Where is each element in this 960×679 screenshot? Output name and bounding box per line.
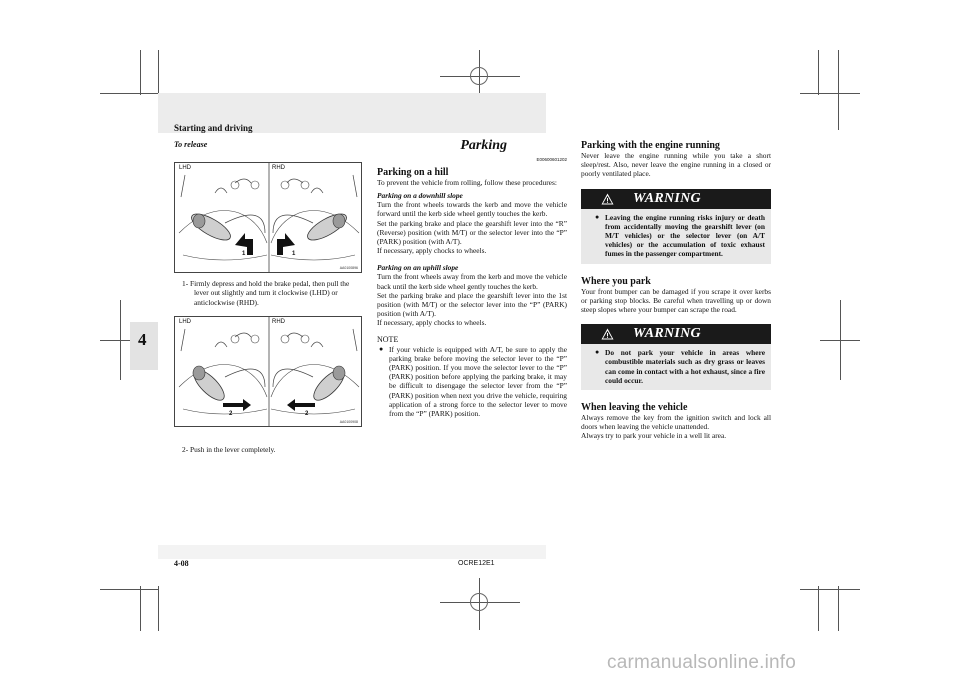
left-column	[174, 140, 364, 454]
watermark-text: carmanualsonline.info	[607, 652, 797, 673]
uphill-paragraph-1: Turn the front wheels away from the kerb and move the vehicle back until the kerb side wheel gently touches the kerb.	[377, 272, 567, 291]
warning-text-1: Leaving the engine running risks injury or death from accidentally moving the gearshift lever (on M/T vehicles) or the selector lever (on A/T vehicles) or the accumulation of toxic exhaust fumes in the passenger compartment.	[605, 212, 765, 259]
to-release-title: To release	[174, 140, 208, 149]
running-header: Starting and driving	[174, 123, 253, 133]
warning-body-2	[581, 344, 771, 390]
leaving-vehicle-paragraph-1: Always remove the key from the ignition switch and lock all doors when leaving the vehicle unattended.	[581, 413, 771, 432]
section-title: Parking	[460, 138, 507, 153]
note-bullet	[377, 345, 567, 419]
rhd-label: RHD	[272, 318, 285, 325]
page-number: 4-08	[174, 559, 189, 568]
engine-running-heading: Parking with the engine running	[581, 140, 720, 151]
middle-column	[377, 140, 567, 418]
leaving-vehicle-heading: When leaving the vehicle	[581, 402, 688, 414]
parking-brake-lever-illustration-1	[175, 163, 362, 273]
hill-heading: Parking on a hill	[377, 167, 449, 178]
warning-triangle-icon	[601, 193, 614, 205]
warning-bullet	[593, 213, 765, 259]
parking-brake-lever-illustration-2	[175, 317, 362, 427]
callout-1-right: 1	[292, 251, 296, 257]
engine-running-paragraph: Never leave the engine running while you take a short sleep/rest. Also, never leave the engine running in a closed or poorly ventilated place.	[581, 151, 771, 179]
uphill-heading: Parking on an uphill slope	[377, 263, 459, 273]
lhd-label: LHD	[179, 318, 192, 325]
warning-label: WARNING	[633, 326, 701, 342]
downhill-heading: Parking on a downhill slope	[377, 191, 463, 201]
warning-text-2: Do not park your vehicle in areas where combustible materials such as dry grass or leaves can come in contact with a hot exhaust, since a fire could occur.	[605, 348, 765, 385]
bullet-icon: ●	[595, 212, 600, 221]
warning-bullet	[593, 348, 765, 385]
figure-code: AA0100908	[339, 419, 358, 424]
warning-header-1	[581, 189, 771, 209]
step-2-text: 2- Push in the lever completely.	[182, 444, 276, 454]
rhd-label: RHD	[272, 165, 285, 171]
footer-band	[158, 545, 546, 559]
warning-label: WARNING	[633, 190, 701, 206]
release-figure-2	[174, 316, 362, 427]
note-text: If your vehicle is equipped with A/T, be sure to apply the parking brake before moving the selector lever to the “P” (PARK) position. If you move the selector lever to the “P” (PARK) position before applying the parking brake, it may be difficult to disengage the selector lever from the “P” (PARK) position when next you drive the vehicle, requiring application of a strong force to the selector lever to move from the “P” (PARK) position.	[389, 344, 567, 419]
release-figure-1	[174, 162, 362, 273]
callout-1-left: 1	[242, 251, 246, 257]
downhill-paragraph-2: Set the parking brake and place the gearshift lever into the “R” (Reverse) position (with M/T) or the selector lever into the “P” (PARK) position (with A/T).	[377, 218, 567, 247]
uphill-paragraph-2: Set the parking brake and place the gearshift lever into the 1st position (with M/T) or the selector lever into the “P” (PARK) position (with A/T).	[377, 290, 567, 319]
figure-code: AA0100896	[339, 266, 358, 270]
warning-triangle-icon	[601, 328, 614, 340]
callout-2-right: 2	[305, 410, 309, 417]
callout-2-left: 2	[229, 410, 233, 417]
warning-header-2	[581, 324, 771, 344]
downhill-paragraph-1: Turn the front wheels towards the kerb and move the vehicle forward until the kerb side wheel gently touches the kerb.	[377, 200, 567, 219]
document-code: OCRE12E1	[458, 560, 495, 567]
lhd-label: LHD	[179, 165, 192, 171]
chapter-number: 4	[138, 330, 147, 349]
downhill-paragraph-3: If necessary, apply chocks to wheels.	[377, 246, 487, 256]
hill-intro: To prevent the vehicle from rolling, follow these procedures:	[377, 178, 557, 187]
note-label: NOTE	[377, 334, 399, 344]
bullet-icon: ●	[379, 344, 384, 353]
where-you-park-heading: Where you park	[581, 275, 651, 287]
uphill-paragraph-3: If necessary, apply chocks to wheels.	[377, 318, 487, 328]
right-column	[581, 140, 771, 441]
where-you-park-paragraph: Your front bumper can be damaged if you scrape it over kerbs or parking stop blocks. Be careful when travelling up or down steep slopes where your bumper can scrape the road.	[581, 286, 771, 315]
bullet-icon: ●	[595, 348, 600, 357]
warning-body-1	[581, 209, 771, 264]
section-code: E00600601202	[536, 157, 567, 162]
leaving-vehicle-paragraph-2: Always try to park your vehicle in a well lit area.	[581, 431, 727, 441]
step-1-text: 1- Firmly depress and hold the brake pedal, then pull the lever out slightly and turn it clockwise (LHD) or anticlockwise (RHD).	[182, 279, 350, 307]
